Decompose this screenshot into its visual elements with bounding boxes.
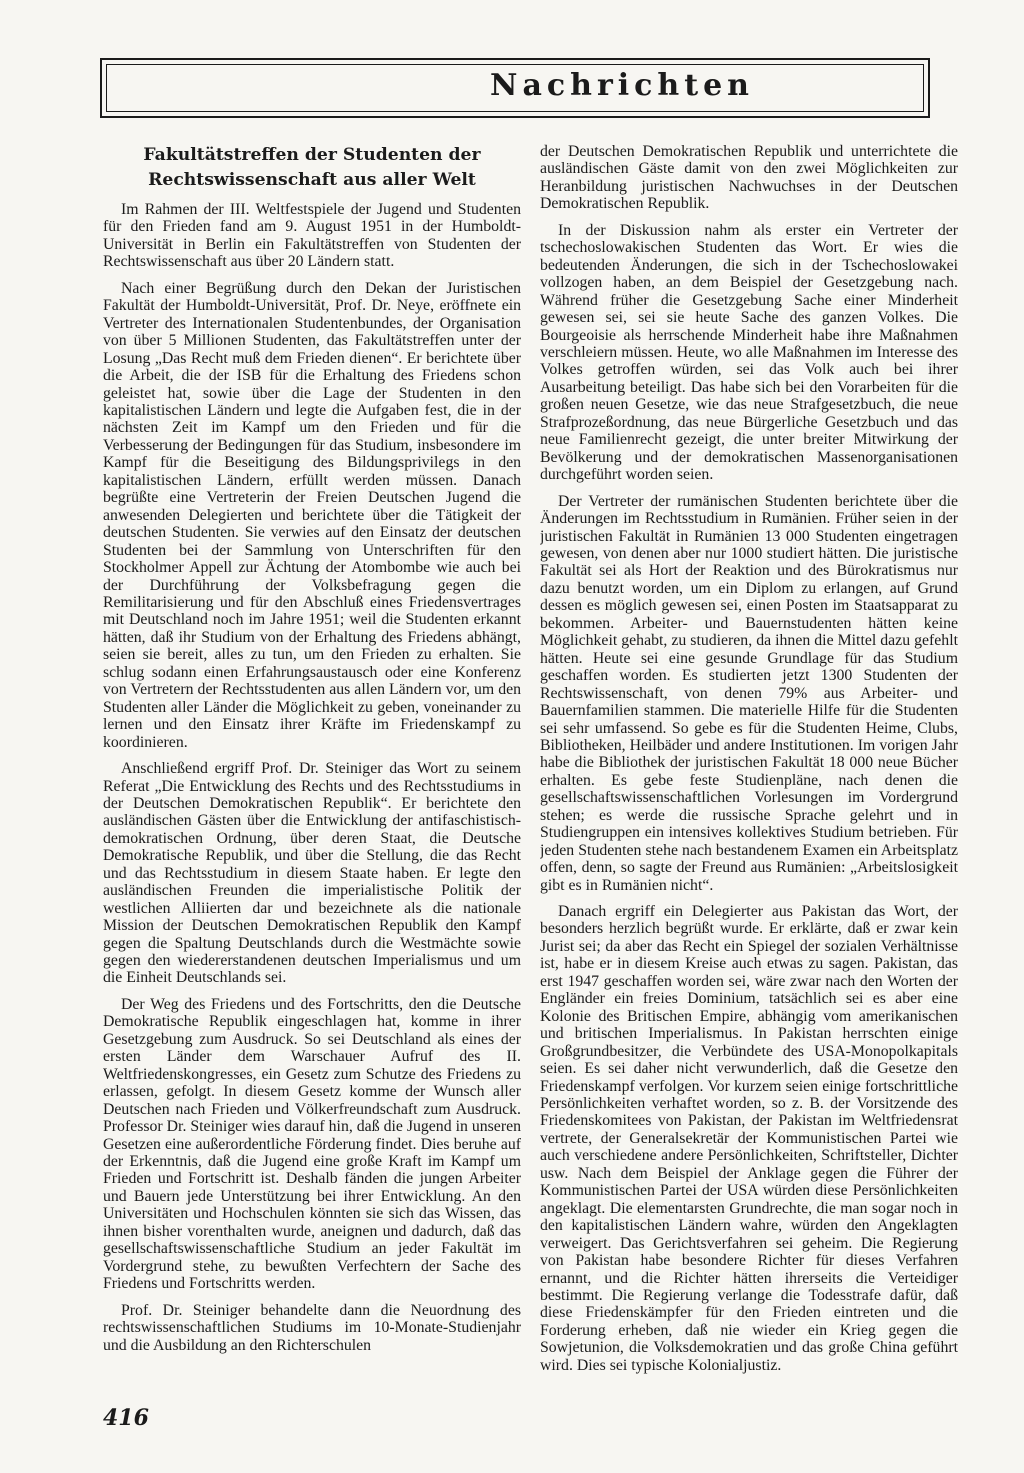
paragraph: Prof. Dr. Steiniger behandelte dann die Neuordnung des rechtswissenschaftlichen Studiums im 10-Monate-Studienjahr und die Ausbildung an den Richterschulen	[103, 1301, 521, 1354]
section-title: Nachrichten	[490, 68, 754, 103]
paragraph: Der Weg des Friedens und des Fortschritts, den die Deutsche Demokratische Republik eingeschlagen hat, komme in ihrer Gesetzgebung zum Ausdruck. So sei Deutschland als eines der ersten Länder dem Warschauer Aufruf des II. Weltfriedenskongresses, ein Gesetz zum Schutze des Friedens zu erlassen, gefolgt. In diesem Gesetz komme der Wunsch aller Deutschen nach Frieden und Völkerfreundschaft zum Ausdruck. Professor Dr. Steiniger wies darauf hin, daß die Jugend in unseren Gesetzen eine außerordentliche Förderung findet. Dies beruhe auf der Erkenntnis, daß die Jugend eine große Kraft im Kampf um Frieden und Fortschritt ist. Deshalb fänden die jungen Arbeiter und Bauern jede Unterstützung bei ihrer Entwicklung. An den Universitäten und Hochschulen könnten sie sich das Wissen, das ihnen bisher vorenthalten wurde, aneignen und dadurch, daß das gesellschaftswissenschaftliche Studium an jeder Fakultät im Vordergrund stehe, zu bewußten Verfechtern der Sache des Friedens und Fortschritts werden.	[103, 995, 521, 1293]
paragraph: Nach einer Begrüßung durch den Dekan der Juristischen Fakultät der Humboldt-Universität, Prof. Dr. Neye, eröffnete ein Vertreter des Internationalen Studentenbundes, der Organisation von über 5 Millionen Studenten, das Fakultätstreffen unter der Losung „Das Recht muß dem Frieden dienen“. Er berichtete über die Arbeit, die der ISB für die Erhaltung des Friedens schon geleistet hat, sowie über die Lage der Studenten in den kapitalistischen Ländern und legte die Aufgaben fest, die in der nächsten Zeit im Kampf um den Frieden und für die Verbesserung der Bedingungen für das Studium, insbesondere im Kampf für die Beseitigung des Bildungsprivilegs in den kapitalistischen Ländern, erfüllt werden müssen. Danach begrüßte eine Vertreterin der Freien Deutschen Jugend die anwesenden Delegierten und berichtete über die Tätigkeit der deutschen Studenten. Sie verwies auf den Einsatz der deutschen Studenten bei der Sammlung von Unterschriften für den Stockholmer Appell zur Ächtung der Atombombe wie auch bei der Durchführung der Volksbefragung gegen die Remilitarisierung und für den Abschluß eines Friedensvertrages mit Deutschland noch im Jahre 1951; weil die Studenten erkannt hätten, daß ihr Studium von der Erhaltung des Friedens abhängt, seien sie bereit, alles zu tun, um den Frieden zu erhalten. Sie schlug sodann einen Erfahrungsaustausch oder eine Konferenz von Vertretern der Rechtsstudenten aus allen Ländern vor, um den Studenten aller Länder die Möglichkeit zu geben, voneinander zu lernen und den Einsatz ihrer Kräfte im Friedenskampf zu koordinieren.	[103, 279, 521, 751]
right-column	[540, 143, 958, 1398]
paragraph: Anschließend ergriff Prof. Dr. Steiniger das Wort zu seinem Referat „Die Entwicklung des Rechts und des Rechtsstudiums in der Deutschen Demokratischen Republik“. Er berichtete den ausländischen Gästen über die Entwicklung der antifaschistisch-demokratischen Ordnung, über deren Staat, die Deutsche Demokratische Republik, und über die Stellung, die das Recht und das Rechtsstudium in diesem Staate haben. Er legte den ausländischen Freunden die imperialistische Politik der westlichen Alliierten dar und bezeichnete als die nationale Mission der Deutschen Demokratischen Republik den Kampf gegen die Spaltung Deutschlands durch die Westmächte sowie gegen den wiedererstandenen deutschen Imperialismus und um die Einheit Deutschlands sei.	[103, 760, 521, 987]
paragraph: Der Vertreter der rumänischen Studenten berichtete über die Änderungen im Rechtsstudium in Rumänien. Früher seien in der juristischen Fakultät in Rumänien 13 000 Studenten eingetragen gewesen, von denen aber nur 1000 studiert hätten. Die juristische Fakultät sei als Hort der Reaktion und des Bürokratismus nur dazu benutzt worden, um ein Diplom zu erlangen, auf Grund dessen es möglich gewesen sei, einen Posten im Staatsapparat zu bekommen. Arbeiter- und Bauernstudenten hätten keine Möglichkeit gehabt, zu studieren, da ihnen die Mittel dazu gefehlt hätten. Heute sei eine gesunde Grundlage für das Studium geschaffen worden. Es studierten jetzt 1300 Studenten der Rechtswissenschaft, von denen 79% aus Arbeiter- und Bauernfamilien stammen. Die materielle Hilfe für die Studenten sei sehr umfassend. So gebe es für die Studenten Heime, Clubs, Bibliotheken, Heilbäder und andere Institutionen. Im vorigen Jahr habe die Bibliothek der juristischen Fakultät 18 000 neue Bücher erhalten. Es gebe feste Studienpläne, nach denen die gesellschaftswissenschaftlichen Vorlesungen im Vordergrund stehen; es werde die russische Sprache gelehrt und in Studiengruppen ein intensives kollektives Studium betrieben. Für jeden Studenten stehe nach bestandenem Examen ein Arbeitsplatz offen, denn, so sagte der Freund aus Rumänien: „Arbeitslosigkeit gibt es in Rumänien nicht“.	[540, 492, 958, 894]
paragraph: In der Diskussion nahm als erster ein Vertreter der tschechoslowakischen Studenten das Wort. Er wies die bedeutenden Änderungen, die sich in der Tschechoslowakei vollzogen haben, an dem Beispiel der Gesetzgebung nach. Während früher die Gesetzgebung Sache einer Minderheit gewesen sei, sei sie heute Sache des ganzen Volkes. Die Bourgeoisie als herrschende Minderheit habe ihre Maßnahmen verschleiern müssen. Heute, wo alle Maßnahmen im Interesse des Volkes getroffen würden, sei das Volk auch bei ihrer Ausarbeitung beteiligt. Das habe sich bei den Vorarbeiten für die großen neuen Gesetze, wie das neue Strafgesetzbuch, die neue Strafprozeßordnung, das neue Bürgerliche Gesetzbuch und das neue Familienrecht gezeigt, die unter breiter Mitwirkung der Bevölkerung und der demokratischen Massenorganisationen durchgeführt worden seien.	[540, 221, 958, 484]
page-number: 416	[103, 1405, 149, 1431]
left-column	[103, 143, 521, 1398]
article-title: Fakultätstreffen der Studenten der Rechtswissenschaft aus aller Welt	[143, 145, 481, 190]
paragraph: Im Rahmen der III. Weltfestspiele der Jugend und Studenten für den Frieden fand am 9. August 1951 in der Humboldt-Universität in Berlin ein Fakultätstreffen von Studenten der Rechtswissenschaft aus über 20 Ländern statt.	[103, 201, 521, 271]
paragraph-continuation: der Deutschen Demokratischen Republik und unterrichtete die ausländischen Gäste damit von den zwei Möglichkeiten zur Heranbildung juristischen Nachwuchses in der Deutschen Demokratischen Republik.	[540, 143, 958, 213]
paragraph: Danach ergriff ein Delegierter aus Pakistan das Wort, der besonders herzlich begrüßt wurde. Er erklärte, daß er zwar kein Jurist sei; da aber das Recht ein Spiegel der sozialen Verhältnisse ist, habe er in diesem Kreise auch etwas zu sagen. Pakistan, das erst 1947 geschaffen worden sei, wäre zwar nach den Worten der Engländer ein freies Dominium, tatsächlich sei es aber eine Kolonie des Britischen Empire, abhängig vom amerikanischen und britischen Imperialismus. In Pakistan herrschten einige Großgrundbesitzer, die Verbündete des USA-Monopolkapitals seien. Es sei daher nicht verwunderlich, daß die Gesetze den Friedenskampf verfolgen. Vor kurzem seien einige fortschrittliche Persönlichkeiten verhaftet worden, so z. B. der Vorsitzende des Friedenskomitees von Pakistan, der Pakistan im Weltfriedensrat vertrete, der Generalsekretär der Kommunistischen Partei wie auch verschiedene andere Persönlichkeiten, Schriftsteller, Dichter usw. Nach dem Beispiel der Anklage gegen die Führer der Kommunistischen Partei der USA würden diese Persönlichkeiten angeklagt. Die elementarsten Grundrechte, die man sogar noch in den kapitalistischen Ländern wahre, würden den Angeklagten verweigert. Das Gerichtsverfahren sei geheim. Die Regierung von Pakistan habe besondere Richter für dieses Verfahren ernannt, und die Richter hätten ihrerseits die Verteidiger bestimmt. Die Regierung verlange die Todesstrafe dafür, daß diese Friedenskämpfer für den Frieden eintreten und die Forderung erheben, daß nie wieder ein Krieg gegen die Sowjetunion, die Volksdemokratien und das große China geführt wird. Dies sei typische Kolonialjustiz.	[540, 903, 958, 1374]
